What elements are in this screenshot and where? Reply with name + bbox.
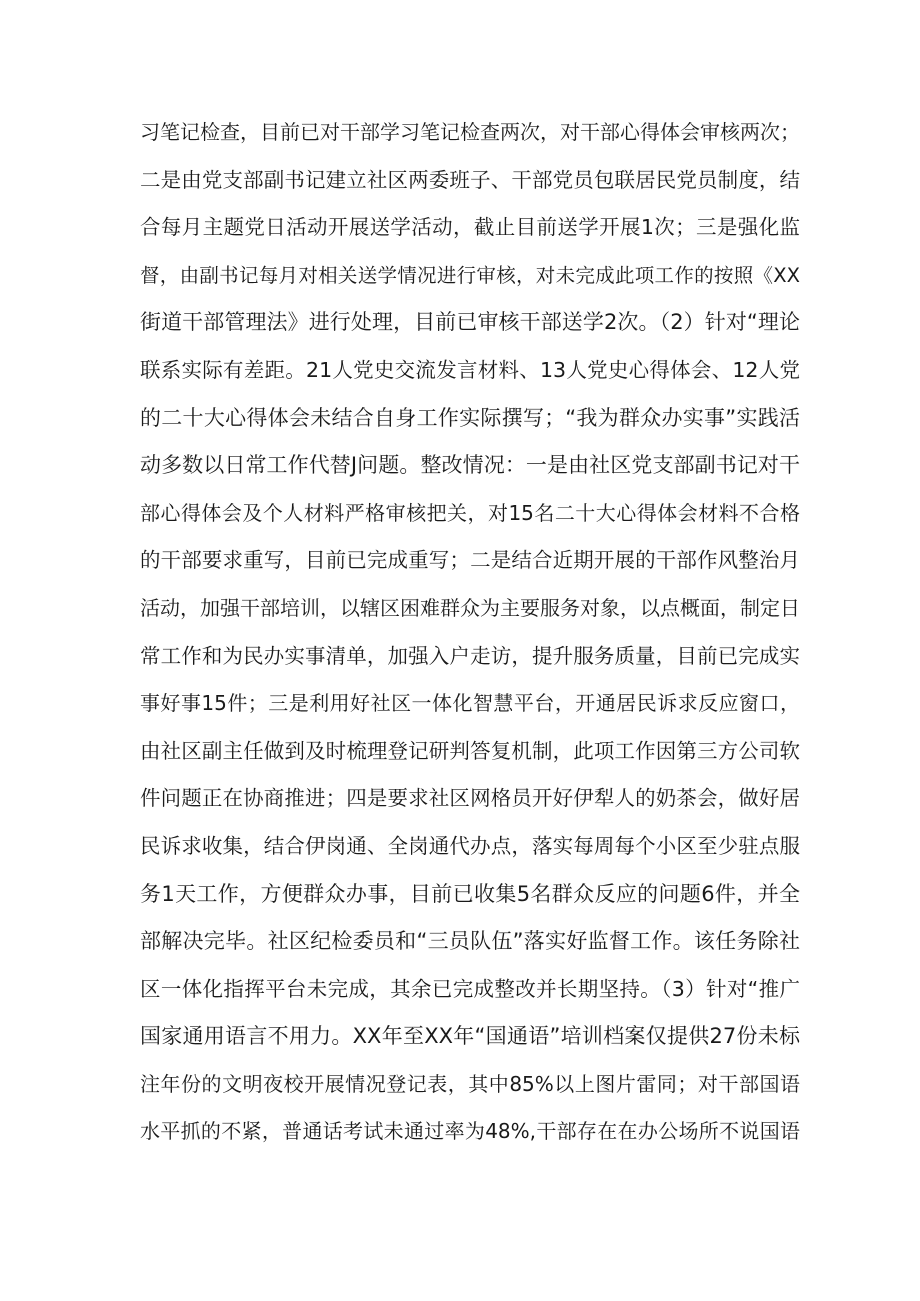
text-line: 件问题正在协商推进；四是要求社区网格员开好伊犁人的奶茶会，做好居 (140, 786, 800, 811)
text-line: 的二十大心得体会未结合自身工作实际撰写；“我为群众办实事”实践活 (140, 405, 800, 430)
text-line: 活动，加强干部培训，以辖区困难群众为主要服务对象，以点概面，制定日 (140, 595, 800, 620)
text-line: 街道干部管理法》进行处理，目前已审核干部送学2次。（2）针对“理论 (140, 310, 800, 335)
text-line: 的干部要求重写，目前已完成重写；二是结合近期开展的干部作风整治月 (140, 548, 800, 573)
text-line: 民诉求收集，结合伊岗通、全岗通代办点，落实每周每个小区至少驻点服 (140, 833, 800, 858)
text-line: 国家通用语言不用力。XX年至XX年“国通语”培训档案仅提供27份未标 (140, 1024, 800, 1049)
text-line: 督，由副书记每月对相关送学情况进行审核，对未完成此项工作的按照《XX (140, 263, 800, 287)
text-line: 务1天工作，方便群众办事，目前已收集5名群众反应的问题6件，并全 (140, 881, 800, 906)
text-line: 部心得体会及个人材料严格审核把关，对15名二十大心得体会材料不合格 (140, 500, 800, 525)
text-line: 水平抓的不紧，普通话考试未通过率为48%,干部存在在办公场所不说国语 (140, 1119, 800, 1144)
text-line: 由社区副主任做到及时梳理登记研判答复机制，此项工作因第三方公司软 (140, 738, 800, 763)
text-line: 二是由党支部副书记建立社区两委班子、干部党员包联居民党员制度，结 (140, 167, 800, 192)
text-line: 动多数以日常工作代替J问题。整改情况：一是由社区党支部副书记对干 (140, 453, 800, 478)
text-line: 注年份的文明夜校开展情况登记表，其中85%以上图片雷同；对干部国语 (140, 1071, 800, 1096)
text-line: 区一体化指挥平台未完成，其余已完成整改并长期坚持。（3）针对“推广 (140, 976, 800, 1001)
text-line: 联系实际有差距。21人党史交流发言材料、13人党史心得体会、12人党 (140, 357, 800, 382)
text-line: 部解决完毕。社区纪检委员和“三员队伍”落实好监督工作。该任务除社 (140, 929, 800, 954)
text-line: 事好事15件；三是利用好社区一体化智慧平台，开通居民诉求反应窗口， (140, 691, 800, 716)
text-line: 习笔记检查，目前已对干部学习笔记检查两次，对干部心得体会审核两次； (140, 120, 800, 144)
text-line: 合每月主题党日活动开展送学活动，截止目前送学开展1次；三是强化监 (140, 215, 800, 240)
text-line: 常工作和为民办实事清单，加强入户走访，提升服务质量，目前已完成实 (140, 643, 800, 668)
body-text (140, 109, 800, 1156)
